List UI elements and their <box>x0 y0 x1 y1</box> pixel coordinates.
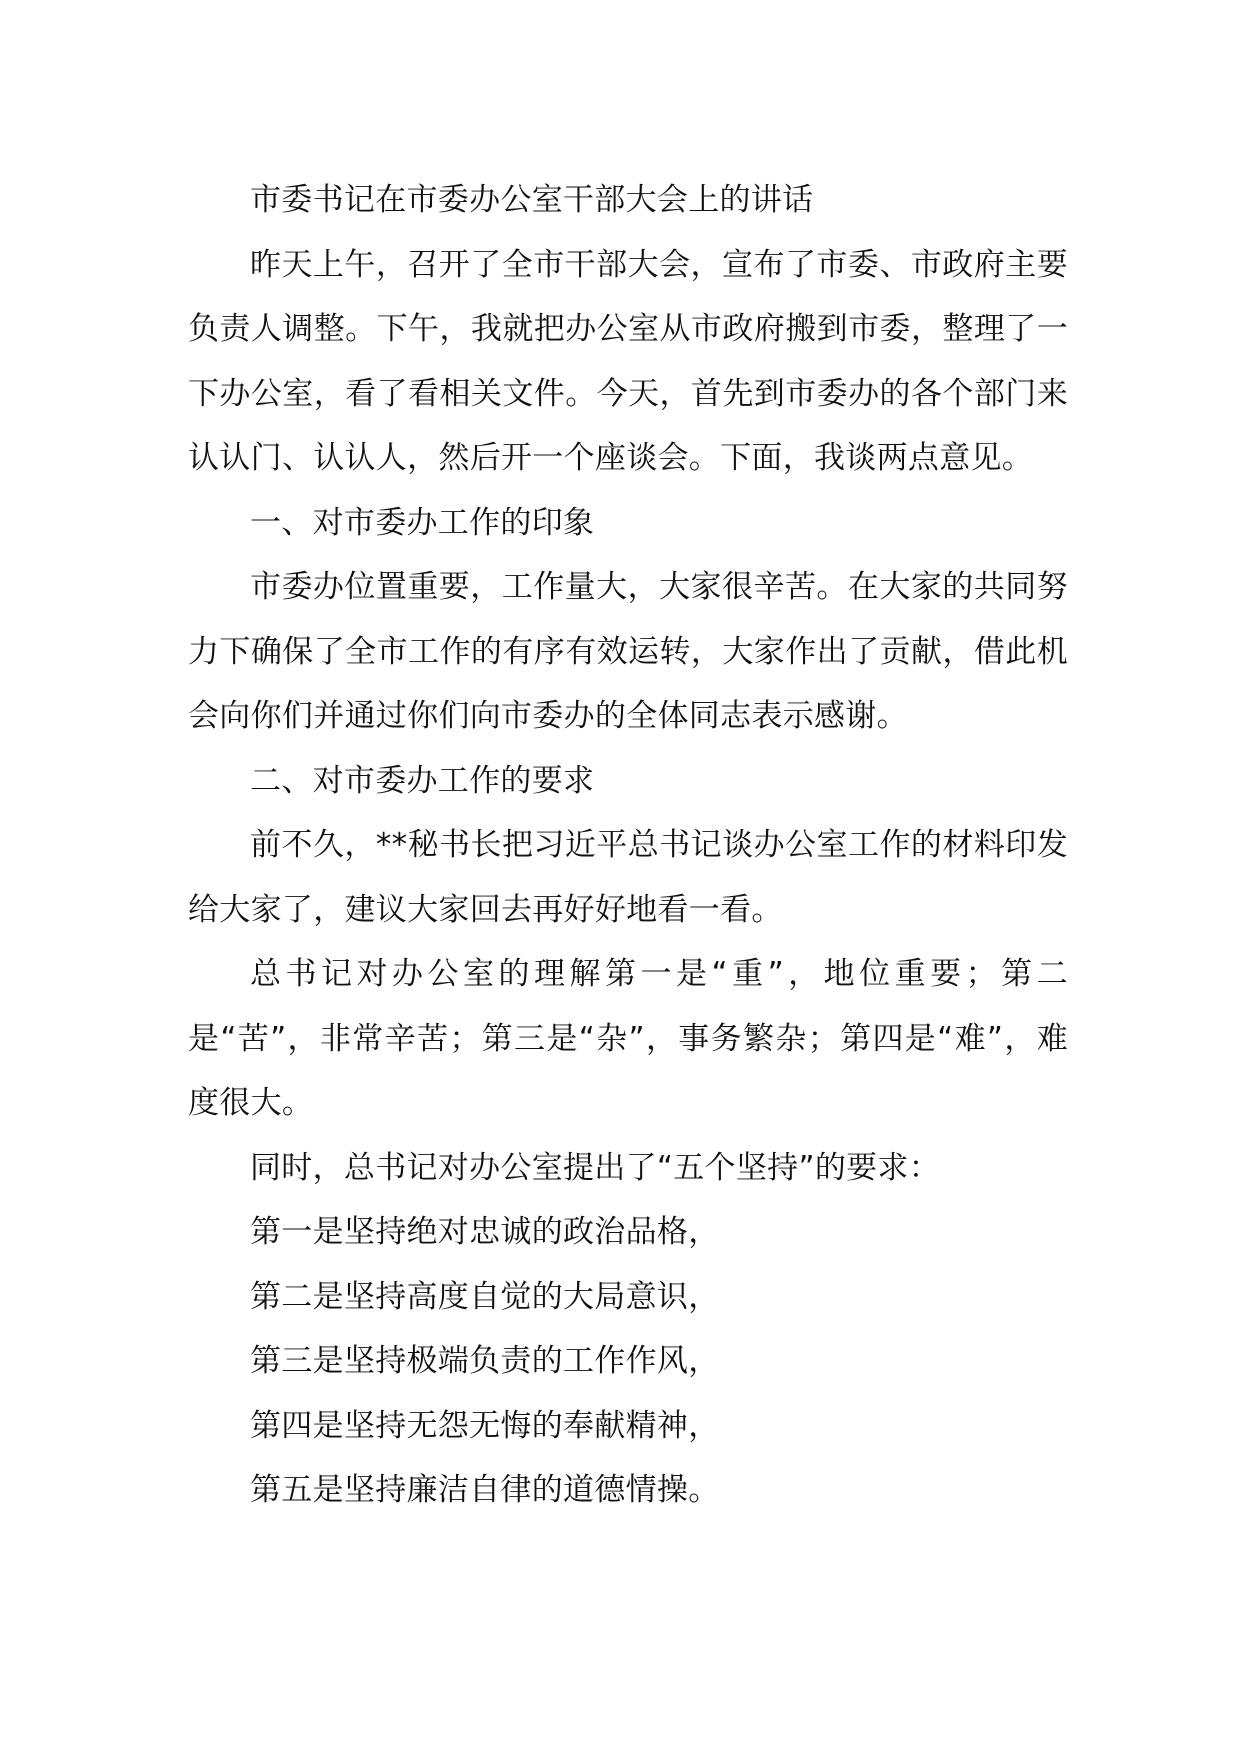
paragraph-impression: 市委办位置重要，工作量大，大家很辛苦。在大家的共同努力下确保了全市工作的有序有效运转，大家作出了贡献，借此机会向你们并通过你们向市委办的全体同志表示感谢。 <box>188 569 1068 734</box>
list-item-requirement-2: 第二是坚持高度自觉的大局意识， <box>250 1278 720 1315</box>
paragraph-five-requirements-intro: 同时，总书记对办公室提出了“五个坚持”的要求： <box>250 1149 941 1186</box>
document-title: 市委书记在市委办公室干部大会上的讲话 <box>250 182 814 218</box>
section-heading-impression: 一、对市委办工作的印象 <box>250 504 595 541</box>
document-body <box>188 168 1068 1523</box>
list-item-requirement-1: 第一是坚持绝对忠诚的政治品格， <box>250 1214 720 1250</box>
paragraph-opening: 昨天上午，召开了全市干部大会，宣布了市委、市政府主要负责人调整。下午，我就把办公室从市政府搬到市委，整理了一下办公室，看了看相关文件。今天，首先到市委办的各个部门来认认门、认认人，然后开一个座谈会。下面，我谈两点意见。 <box>188 246 1068 476</box>
list-item-requirement-4: 第四是坚持无怨无悔的奉献精神， <box>250 1407 720 1444</box>
list-item-requirement-3: 第三是坚持极端负责的工作作风， <box>250 1343 720 1379</box>
list-item-requirement-5: 第五是坚持廉洁自律的道德情操。 <box>250 1472 720 1508</box>
section-heading-requirements: 二、对市委办工作的要求 <box>250 762 595 799</box>
paragraph-materials: 前不久，**秘书长把习近平总书记谈办公室工作的材料印发给大家了，建议大家回去再好好地看一看。 <box>188 827 1068 928</box>
paragraph-understanding: 总书记对办公室的理解第一是“重”，地位重要；第二是“苦”，非常辛苦；第三是“杂”，事务繁杂；第四是“难”，难度很大。 <box>188 956 1068 1121</box>
